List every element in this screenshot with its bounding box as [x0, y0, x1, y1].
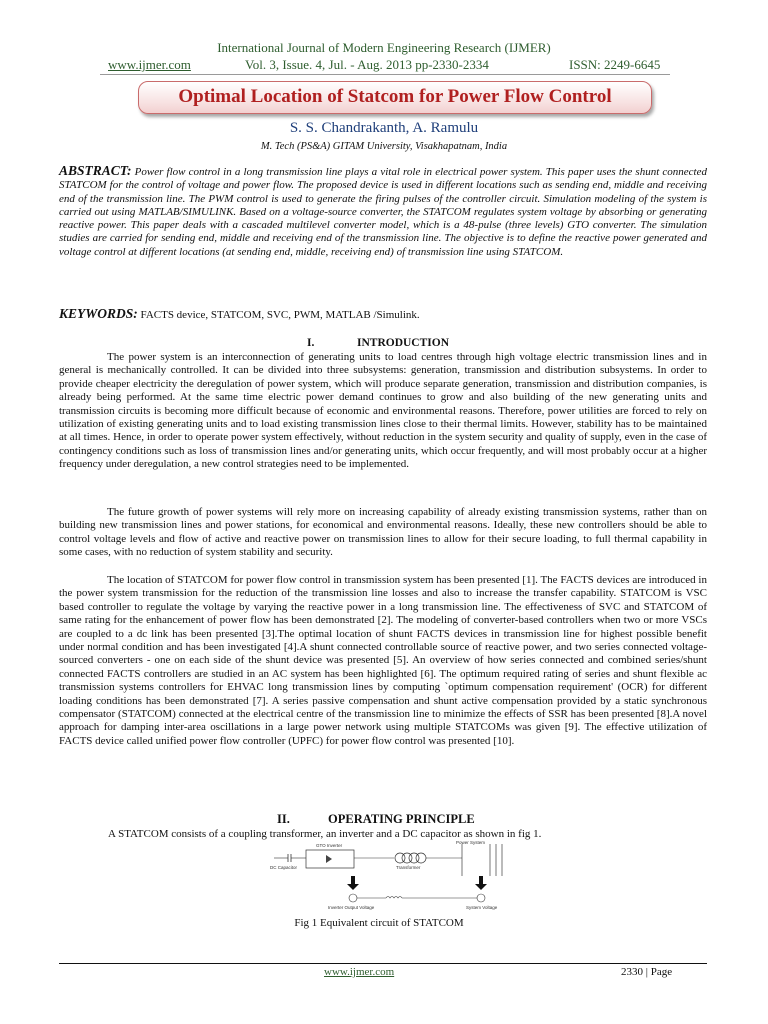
keywords	[59, 306, 707, 322]
intro-paragraph-2: The future growth of power systems will rely more on increasing capability of already existing transmission systems, rather than on building new transmission lines and power stations, for economical and environmental reasons. Ideally, these new controllers should be able to control voltage levels and flow of active and reactive power on transmission lines to allow for their secure loading, to full thermal capability in some cases, with no reduction of system stability and security.	[59, 506, 707, 559]
authors: S. S. Chandrakanth, A. Ramulu	[289, 120, 479, 136]
journal-name: International Journal of Modern Engineering Research (IJMER)	[217, 40, 551, 55]
journal-url-link[interactable]: www.ijmer.com	[108, 57, 191, 72]
operating-principle-text: A STATCOM consists of a coupling transformer, an inverter and a DC capacitor as shown in fig 1.	[108, 828, 542, 840]
statcom-circuit-figure	[266, 838, 516, 914]
inverter-voltage-label: Inverter Output Voltage	[328, 905, 375, 910]
section-1-number: I.	[307, 337, 315, 349]
intro-paragraph-3: The location of STATCOM for power flow control in transmission system has been presented [1]. The FACTS devices are introduced in the power system transmission for the reduction of the transmission line losses and also to increase the transfer capability. STATCOM is VSC based controller to regulate the voltage by varying the reactive power in a long transmission line. The effectiveness of SVC and STATCOM of same rating for the enhancement of power flow has been demonstrated [2]. The modeling of converter-based controllers when two or more VSCs are coupled to a dc link has been presented [3].The optimal location of shunt FACTS devices in transmission line for highest possible benefit under normal condition and has been investigated [4].A shunt connected controllable source of reactive power, and two series connected voltage-sourced converters - one on each side of the shunt device was presented [5]. An overview of how series connected and combined series/shunt connected FACTS controllers are studied in an AC system has been highlighted [6]. The optimum required rating of series and shunt flexible ac transmission systems controllers for EHVAC long transmission lines by computing `optimum compensation requirement' (OCR) for different loading conditions has been demonstrated [7]. A series passive compensation and shunt active compensation provided by a static synchronous compensator (STATCOM) connected at the electrical centre of the transmission line to minimize the effects of SSR has been presented [8].A novel approach for damping inter-area oscillations in a large power network using multiple STATCOMs was given [9]. The effective utilization of FACTS device called unified power flow controller (UPFC) for power flow control was presented [10].	[59, 574, 707, 747]
power-system-label: Power System	[456, 840, 486, 845]
system-voltage-label: System Voltage	[466, 905, 498, 910]
footer-url-link[interactable]: www.ijmer.com	[324, 966, 395, 978]
affiliation: M. Tech (PS&A) GITAM University, Visakhapatnam, India	[260, 141, 508, 152]
section-2-number: II.	[277, 812, 290, 826]
footer-divider	[59, 963, 707, 964]
intro-paragraph-1: The power system is an interconnection of generating units to load centres through high voltage electric transmission lines and in general is mechanically controlled. It can be divided into three subsystems: generation, transmission and distribution subsystems. In order to provide cheaper electricity the deregulation of power system, which will produce separate generation, transmission and distribution companies, is already being performed. At the same time electric power demand continues to grow and also building of the new generating units and transmission circuits is becoming more difficult because of economic and environmental reasons. Therefore, power utilities are forced to rely on utilization of existing generating units and to load existing transmission lines close to their thermal limits. However, stability has to be maintained at all times. Hence, in order to operate power system effectively, without reduction in the system security and quality of supply, even in the case of contingency conditions such as loss of transmission lines and/or generating units, which occur frequently, and will most probably occur at a higher frequency under deregulation, a new control strategies need to be implemented.	[59, 351, 707, 471]
title-banner	[138, 81, 652, 114]
section-1-heading: INTRODUCTION	[357, 337, 450, 349]
paper-title: Optimal Location of Statcom for Power Flow Control	[178, 86, 612, 107]
gto-inverter-label: GTO Inverter	[316, 843, 343, 848]
keywords-text: FACTS device, STATCOM, SVC, PWM, MATLAB /Simulink.	[137, 309, 420, 321]
volume-info: Vol. 3, Issue. 4, Jul. - Aug. 2013 pp-2330-2334	[245, 57, 489, 72]
issn: ISSN: 2249-6645	[569, 57, 661, 72]
transformer-label: Transformer	[396, 865, 421, 870]
section-2-heading: OPERATING PRINCIPLE	[328, 812, 475, 826]
abstract	[59, 164, 707, 259]
header-divider	[100, 74, 670, 75]
abstract-label: ABSTRACT:	[59, 163, 132, 178]
figure-caption: Fig 1 Equivalent circuit of STATCOM	[294, 917, 464, 929]
dc-capacitor-label: DC Capacitor	[270, 865, 298, 870]
abstract-text: Power flow control in a long transmission line plays a vital role in electrical power system. This paper uses the shunt connected STATCOM for the control of voltage and power flow. The proposed device is used in different locations such as sending end, middle and receiving end of the transmission line. The PWM control is used to generate the firing pulses of the controller circuit. Simulation modeling of the system is carried out using MATLAB/SIMULINK. Based on a voltage-source converter, the STATCOM regulates system voltage by absorbing or generating reactive power. This paper deals with a cascaded multilevel converter model, which is a 48-pulse (three levels) GTO converter. The simulation studies are carried for sending end, middle and receiving end of the transmission line. The objective is to define the reactive power generated and voltage control at different locations (at sending end, middle, receiving end) of transmission line using STATCOM.	[59, 166, 707, 258]
keywords-label: KEYWORDS:	[59, 306, 138, 321]
page-number: 2330 | Page	[621, 966, 673, 978]
